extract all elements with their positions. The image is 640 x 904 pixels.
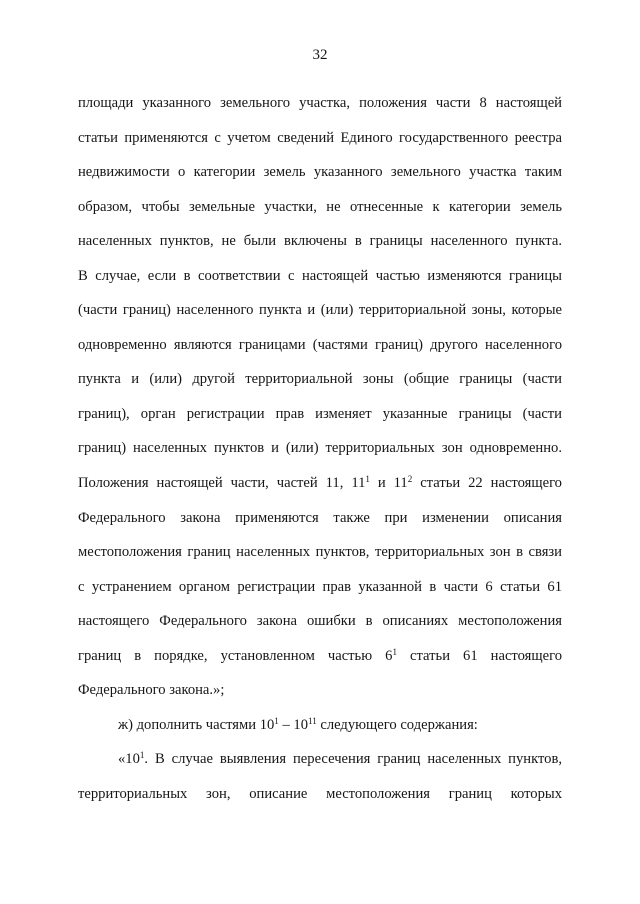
text-line: местоположения границ населенных пунктов, территориальных зон в связи bbox=[78, 544, 562, 561]
text-segment: Положения настоящей части, частей 11, 11 bbox=[78, 475, 366, 492]
text-line: недвижимости о категории земель указанного земельного участка таким bbox=[78, 164, 562, 181]
text-line: границ), орган регистрации прав изменяет указанные границы (части bbox=[78, 405, 562, 422]
text-segment: границ в порядке, установленном частью 6 bbox=[78, 647, 393, 664]
text-line bbox=[78, 708, 562, 743]
text-segment: . В случае выявления пересечения границ населенных пунктов, bbox=[144, 751, 562, 768]
text-line: В случае, если в соответствии с настоящей частью изменяются границы bbox=[78, 267, 562, 284]
text-line: статьи применяются с учетом сведений Единого государственного реестра bbox=[78, 129, 562, 146]
text-line: территориальных зон, описание местоположения границ которых bbox=[78, 785, 562, 802]
text-line: настоящего Федерального закона ошибки в описаниях местоположения bbox=[78, 613, 562, 630]
text-line bbox=[78, 742, 562, 777]
document-body bbox=[78, 86, 562, 811]
superscript: 2 bbox=[407, 474, 413, 485]
text-line: Федерального закона.»; bbox=[78, 682, 225, 699]
page-number: 32 bbox=[312, 47, 328, 63]
superscript: 1 bbox=[274, 715, 279, 726]
text-segment: ж) дополнить частями 10 bbox=[118, 716, 275, 733]
text-segment: статьи 61 настоящего bbox=[396, 647, 562, 664]
text-line: одновременно являются границами (частями границ) другого населенного bbox=[78, 336, 562, 353]
text-line: границ) населенных пунктов и (или) территориальных зон одновременно. bbox=[78, 440, 562, 457]
text-line: населенных пунктов, не были включены в границы населенного пункта. bbox=[78, 233, 562, 250]
superscript: 1 bbox=[365, 474, 370, 485]
text-line: с устранением органом регистрации прав указанной в части 6 статьи 61 bbox=[78, 578, 562, 595]
text-line: (части границ) населенного пункта и (или) территориальной зоны, которые bbox=[78, 302, 562, 319]
superscript: 1 bbox=[139, 750, 145, 761]
text-line bbox=[78, 466, 562, 501]
text-line: Федерального закона применяются также при изменении описания bbox=[78, 509, 562, 526]
text-line: площади указанного земельного участка, положения части 8 настоящей bbox=[78, 95, 562, 111]
superscript: 1 bbox=[392, 646, 397, 657]
text-line bbox=[78, 639, 562, 674]
text-segment: следующего содержания: bbox=[316, 716, 478, 733]
text-segment: и 11 bbox=[369, 475, 408, 492]
text-line: образом, чтобы земельные участки, не отнесенные к категории земель bbox=[78, 198, 562, 215]
superscript: 11 bbox=[308, 715, 317, 726]
text-segment: статьи 22 настоящего bbox=[412, 475, 562, 492]
text-segment: «10 bbox=[118, 751, 140, 768]
text-segment: – 10 bbox=[278, 716, 309, 733]
text-line: пункта и (или) другой территориальной зоны (общие границы (части bbox=[78, 371, 562, 388]
